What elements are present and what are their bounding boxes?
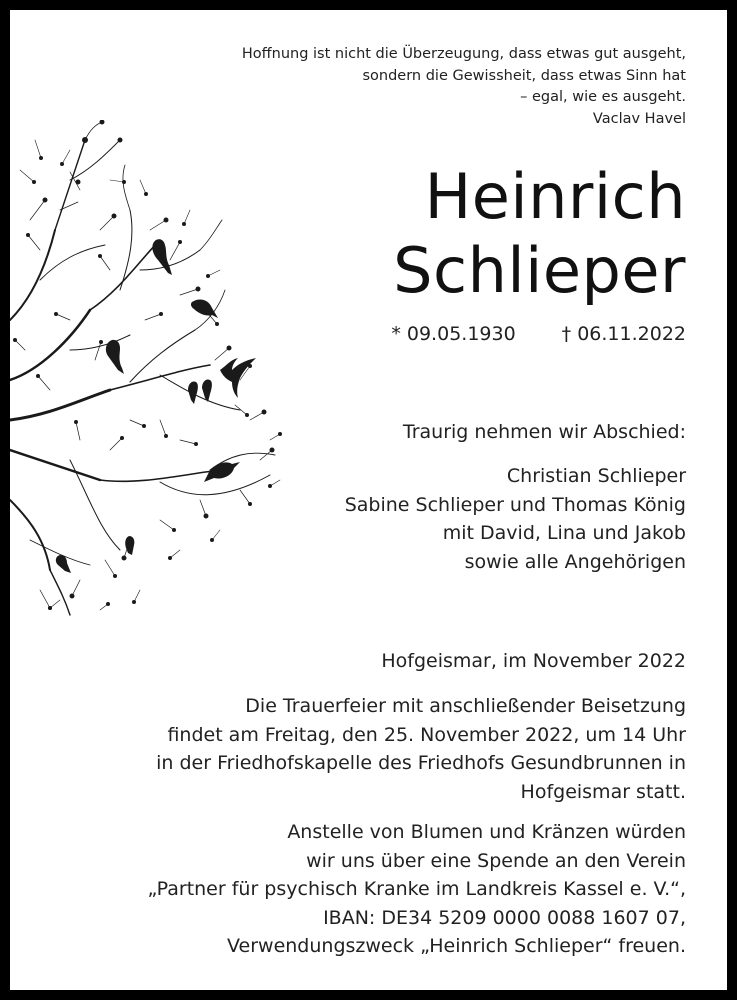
quote-line: sondern die Gewissheit, dass etwas Sinn hat xyxy=(362,67,686,84)
family-line: sowie alle Angehörigen xyxy=(464,550,686,573)
quote-author: Vaclav Havel xyxy=(592,110,686,127)
obituary-card xyxy=(10,10,727,990)
family-line: mit David, Lina und Jakob xyxy=(442,522,686,544)
birth-date: * 09.05.1930 xyxy=(391,323,516,345)
donation-line: Anstelle von Blumen und Kränzen würden xyxy=(287,821,686,843)
last-name: Schlieper xyxy=(393,234,686,307)
deceased-name xyxy=(393,160,686,308)
family-line: Sabine Schlieper und Thomas König xyxy=(344,493,686,516)
donation-info xyxy=(147,818,686,961)
donation-line: IBAN: DE34 5209 0000 0088 1607 07, xyxy=(323,906,686,929)
death-date: † 06.11.2022 xyxy=(561,323,686,345)
quote-line: – egal, wie es ausgeht. xyxy=(520,89,686,105)
ceremony-info xyxy=(156,692,686,806)
family-list xyxy=(345,462,686,576)
ceremony-line: in der Friedhofskapelle des Friedhofs Gesundbrunnen in xyxy=(156,752,686,774)
ceremony-line: Hofgeismar statt. xyxy=(520,780,686,803)
family-line: Christian Schlieper xyxy=(506,465,686,487)
donation-line: „Partner für psychisch Kranke im Landkreis Kassel e. V.“, xyxy=(147,878,686,900)
farewell-heading xyxy=(403,418,686,447)
farewell-text: Traurig nehmen wir Abschied: xyxy=(402,421,686,443)
place-date-text: Hofgeismar, im November 2022 xyxy=(381,650,686,672)
first-name: Heinrich xyxy=(424,160,686,233)
tree-with-birds-illustration xyxy=(10,120,300,620)
quote xyxy=(242,44,686,130)
donation-line: Verwendungszweck „Heinrich Schlieper“ freuen. xyxy=(227,935,686,957)
ceremony-line: findet am Freitag, den 25. November 2022, um 14 Uhr xyxy=(167,723,686,746)
place-date xyxy=(381,647,686,676)
ceremony-line: Die Trauerfeier mit anschließender Beisetzung xyxy=(245,695,686,717)
quote-line: Hoffnung ist nicht die Überzeugung, dass etwas gut ausgeht, xyxy=(241,46,686,62)
donation-line: wir uns über eine Spende an den Verein xyxy=(306,849,686,872)
life-dates xyxy=(391,321,686,347)
